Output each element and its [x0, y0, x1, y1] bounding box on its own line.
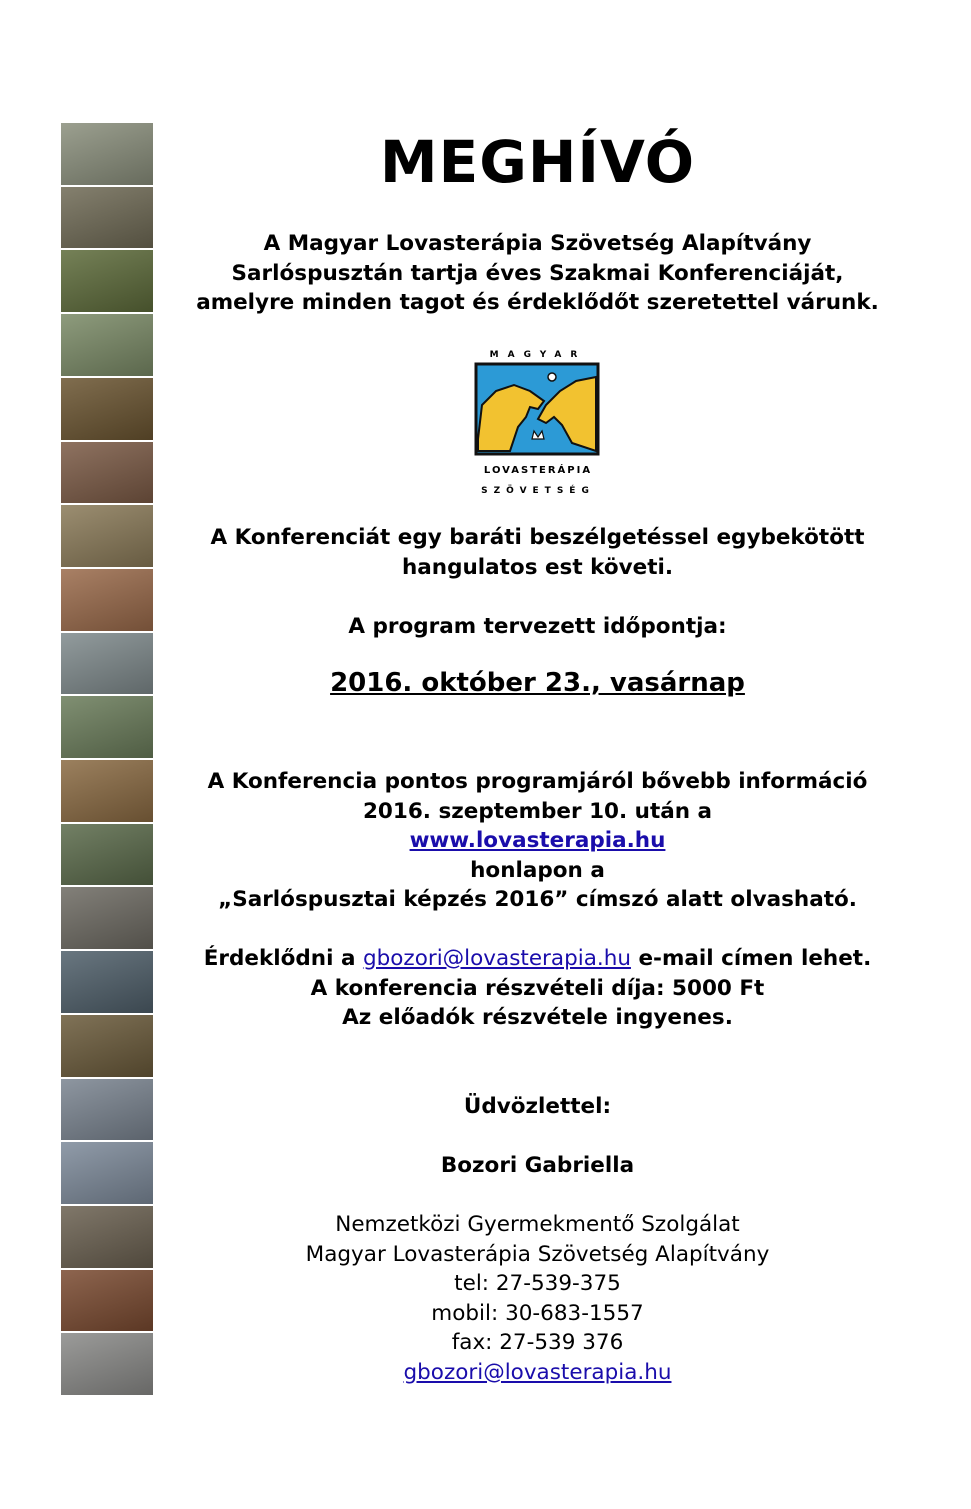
- photo-thumbnail: [61, 633, 153, 695]
- photo-thumbnail: [61, 1015, 153, 1077]
- photo-thumbnail: [61, 1270, 153, 1332]
- info-line: 2016. szeptember 10. után a: [362, 798, 713, 824]
- website-link[interactable]: www.lovasterapia.hu: [409, 828, 666, 854]
- photo-thumbnail: [61, 250, 153, 312]
- photo-thumbnail: [61, 378, 153, 440]
- signature-tel: tel: 27-539-375: [454, 1271, 621, 1297]
- photo-thumbnail: [61, 887, 153, 949]
- greeting: Üdvözlettel:: [463, 1094, 612, 1119]
- contact-paragraph: [190, 944, 885, 1033]
- evening-paragraph: [190, 523, 885, 582]
- photo-thumbnail: [61, 824, 153, 886]
- logo-top-text: MAGYAR: [489, 350, 587, 360]
- intro-line: Sarlóspusztán tartja éves Szakmai Konferenciáját,: [231, 260, 844, 286]
- photo-thumbnail: [61, 1206, 153, 1268]
- page-title: MEGHÍVÓ: [379, 128, 696, 196]
- photo-thumbnail: [61, 760, 153, 822]
- organization-logo: [474, 347, 602, 497]
- contact-email-link[interactable]: gbozori@lovasterapia.hu: [362, 946, 631, 971]
- event-date: 2016. október 23., vasárnap: [330, 668, 745, 698]
- signer-name: Bozori Gabriella: [440, 1153, 635, 1178]
- speakers-line: Az előadók részvétele ingyenes.: [342, 1005, 733, 1031]
- info-line: honlapon a: [470, 857, 605, 883]
- photo-thumbnail: [61, 569, 153, 631]
- photo-strip: [61, 123, 153, 1395]
- info-line: „Sarlóspusztai képzés 2016” címszó alatt olvasható.: [218, 887, 857, 913]
- signature-mobile: mobil: 30-683-1557: [431, 1300, 644, 1326]
- photo-thumbnail: [61, 187, 153, 249]
- intro-line: amelyre minden tagot és érdeklődőt szeretettel várunk.: [196, 290, 879, 316]
- logo-middle-text: LOVASTERÁPIA: [483, 465, 593, 476]
- sun-icon: [548, 373, 556, 381]
- logo-bottom-text: SZÖVETSÉG: [481, 486, 595, 496]
- evening-line: hangulatos est követi.: [401, 554, 674, 580]
- signature-block: [190, 1210, 885, 1388]
- photo-thumbnail: [61, 505, 153, 567]
- photo-thumbnail: [61, 951, 153, 1013]
- intro-paragraph: [190, 229, 885, 318]
- photo-thumbnail: [61, 1142, 153, 1204]
- intro-line: A Magyar Lovasterápia Szövetség Alapítvány: [263, 231, 812, 256]
- photo-thumbnail: [61, 123, 153, 185]
- photo-thumbnail: [61, 1079, 153, 1141]
- fee-line: A konferencia részvételi díja: 5000 Ft: [310, 975, 765, 1001]
- evening-line: A Konferenciát egy baráti beszélgetéssel egybekötött: [210, 525, 865, 550]
- info-line: A Konferencia pontos programjáról bővebb információ: [207, 769, 868, 794]
- contact-line: Érdeklődni a gbozori@lovasterapia.hu e-mail címen lehet.: [203, 946, 872, 971]
- signature-org: Nemzetközi Gyermekmentő Szolgálat: [335, 1212, 740, 1237]
- signature-fax: fax: 27-539 376: [451, 1330, 624, 1356]
- program-label: A program tervezett időpontja:: [348, 614, 727, 639]
- signature-email-link[interactable]: gbozori@lovasterapia.hu: [403, 1359, 672, 1385]
- info-paragraph: [190, 767, 885, 915]
- photo-thumbnail: [61, 442, 153, 504]
- photo-thumbnail: [61, 1333, 153, 1395]
- photo-thumbnail: [61, 696, 153, 758]
- photo-thumbnail: [61, 314, 153, 376]
- signature-org: Magyar Lovasterápia Szövetség Alapítvány: [305, 1241, 770, 1267]
